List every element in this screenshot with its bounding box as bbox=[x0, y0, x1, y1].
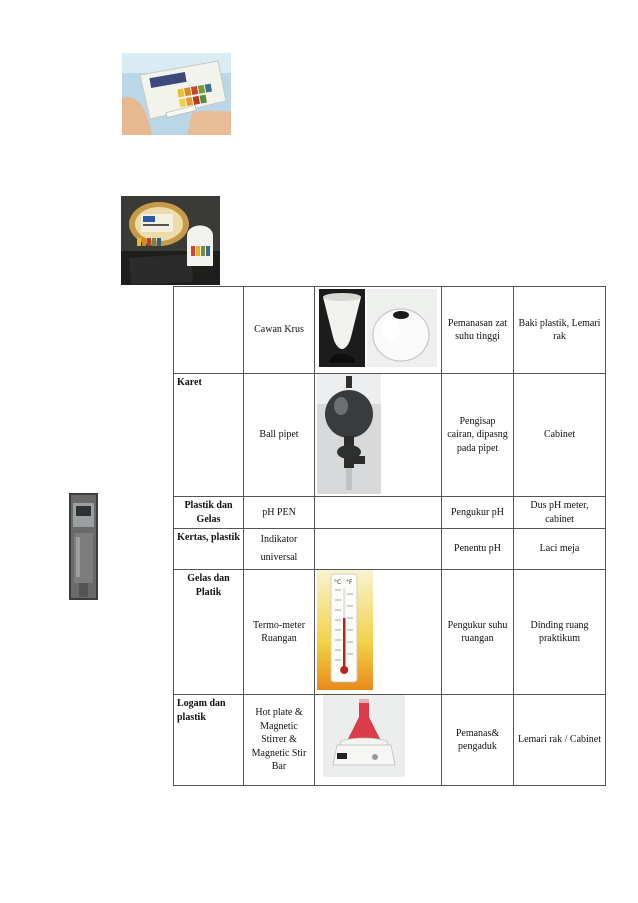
ball-pipet-image bbox=[315, 374, 442, 496]
material-cell: Logam dan plastik bbox=[174, 695, 244, 786]
table-row bbox=[174, 695, 606, 786]
fahrenheit-label: °F bbox=[346, 579, 353, 586]
thermometer-image-cell bbox=[315, 570, 442, 695]
function-cell: Pemanasan zat suhu tinggi bbox=[442, 287, 514, 374]
equipment-name-cell: Cawan Krus bbox=[244, 287, 315, 374]
function-cell: Penentu pH bbox=[442, 529, 514, 570]
ball-pipet-image-cell bbox=[315, 374, 442, 497]
material-cell bbox=[174, 287, 244, 374]
material-cell: Plastik dan Gelas bbox=[174, 497, 244, 529]
equipment-name-cell: Hot plate & Magnetic Stirrer & Magnetic Stir Bar bbox=[244, 695, 315, 786]
equipment-name-cell: pH PEN bbox=[244, 497, 315, 529]
equipment-name-cell: Indikator universal bbox=[244, 529, 315, 570]
hot-plate-image bbox=[315, 695, 442, 785]
storage-cell: Baki plastik, Lemari rak bbox=[514, 287, 606, 374]
material-cell: Kertas, plastik bbox=[174, 529, 244, 570]
function-cell: Pengukur suhu ruangan bbox=[442, 570, 514, 695]
crucible-image bbox=[315, 287, 442, 373]
material-cell: Karet bbox=[174, 374, 244, 497]
equipment-name-cell: Ball pipet bbox=[244, 374, 315, 497]
storage-cell: Laci meja bbox=[514, 529, 606, 570]
crucible-image-cell bbox=[315, 287, 442, 374]
empty-image-cell bbox=[315, 529, 442, 570]
storage-cell: Lemari rak / Cabinet bbox=[514, 695, 606, 786]
storage-cell: Cabinet bbox=[514, 374, 606, 497]
storage-cell: Dinding ruang praktikum bbox=[514, 570, 606, 695]
function-cell: Pengisap cairan, dipasng pada pipet bbox=[442, 374, 514, 497]
function-cell: Pengukur pH bbox=[442, 497, 514, 529]
table-row bbox=[174, 374, 606, 497]
ph-paper-roll-photo bbox=[121, 196, 220, 285]
empty-image-cell bbox=[315, 497, 442, 529]
material-cell: Gelas dan Platik bbox=[174, 570, 244, 695]
table-row bbox=[174, 570, 606, 695]
table-row bbox=[174, 529, 606, 570]
ph-strip-booklet-photo bbox=[122, 53, 231, 135]
table-row bbox=[174, 497, 606, 529]
ph-pen-photo bbox=[69, 493, 98, 600]
celsius-label: °C bbox=[334, 579, 342, 586]
table-row bbox=[174, 287, 606, 374]
storage-cell: Dus pH meter, cabinet bbox=[514, 497, 606, 529]
hot-plate-image-cell bbox=[315, 695, 442, 786]
equipment-name-cell: Termo-meter Ruangan bbox=[244, 570, 315, 695]
function-cell: Pemanas& pengaduk bbox=[442, 695, 514, 786]
equipment-table bbox=[173, 286, 606, 786]
thermometer-image bbox=[315, 570, 442, 694]
